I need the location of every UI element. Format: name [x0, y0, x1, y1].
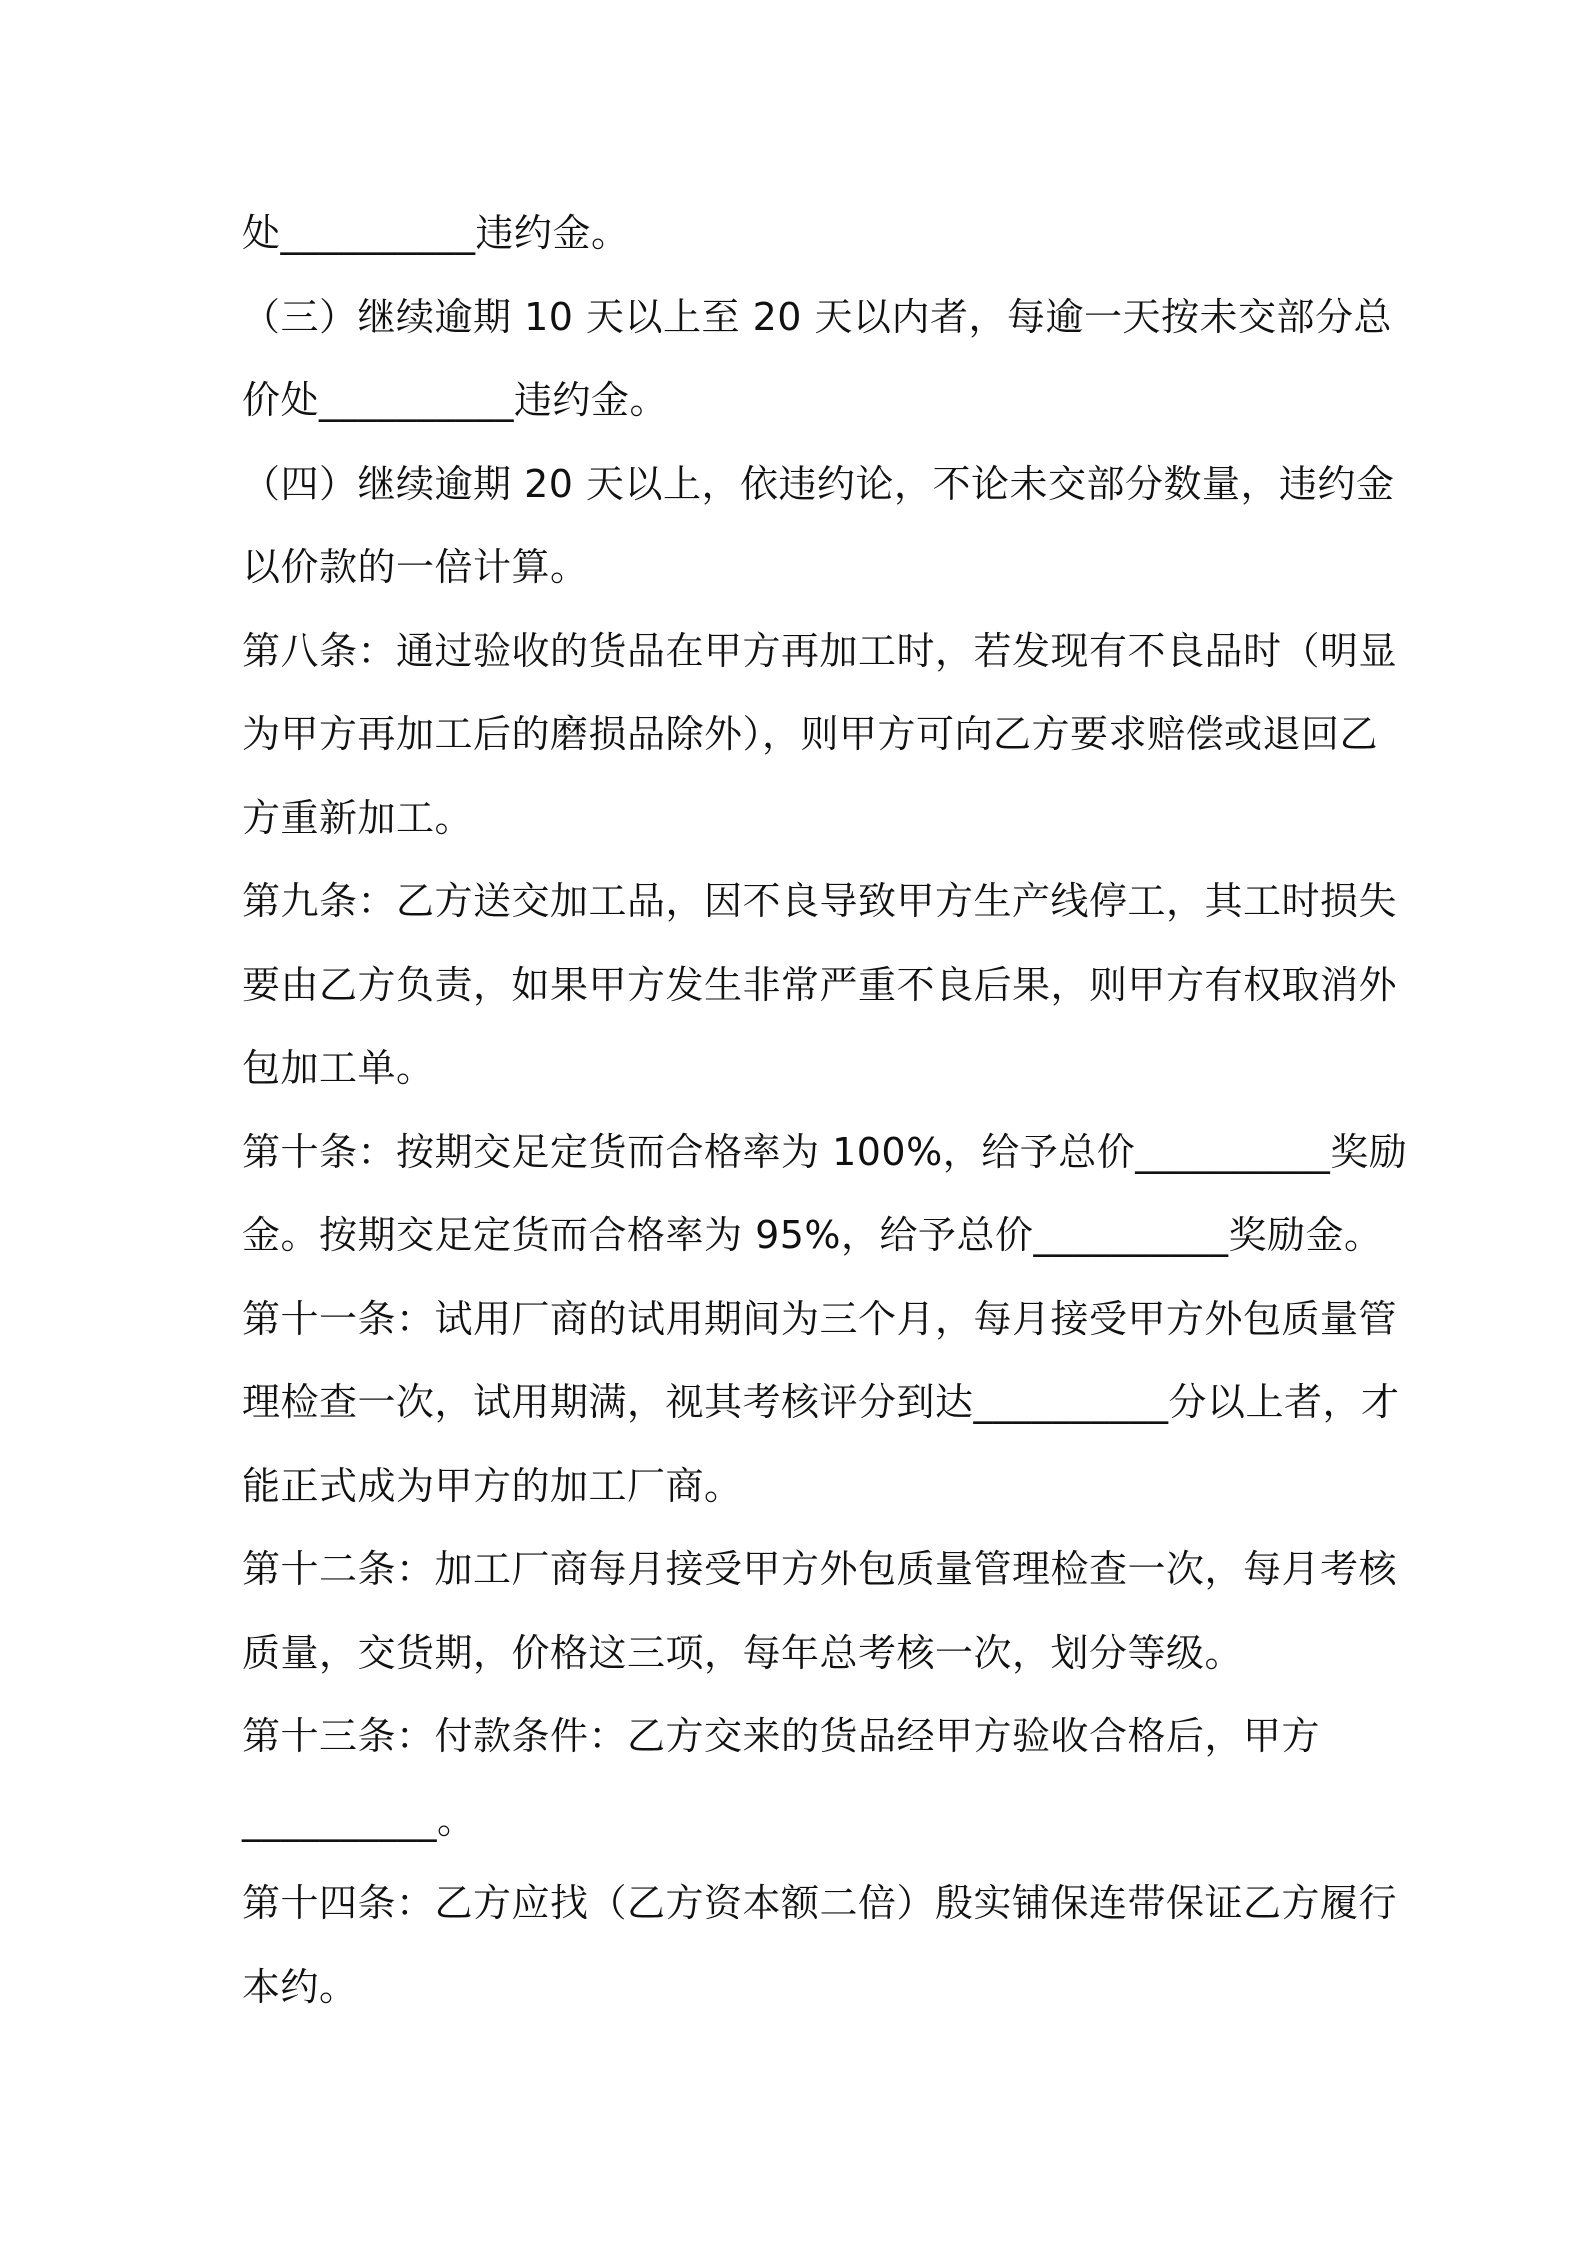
text-line: 方重新加工。 — [242, 795, 474, 840]
text-line: 金。按期交足定货而合格率为 95%，给予总价__________奖励金。 — [242, 1213, 1383, 1257]
text-line: 为甲方再加工后的磨损品除外），则甲方可向乙方要求赔偿或退回乙 — [242, 712, 1379, 756]
text-line: 本约。 — [242, 1964, 358, 2009]
text-line: 第十一条：试用厂商的试用期间为三个月，每月接受甲方外包质量管 — [242, 1296, 1398, 1341]
text-line: 第十条：按期交足定货而合格率为 100%，给予总价__________奖励 — [242, 1129, 1408, 1174]
text-line: 理检查一次，试用期满，视其考核评分到达__________分以上者，才 — [242, 1380, 1400, 1424]
contract-body — [242, 192, 1408, 2029]
text-line: 包加工单。 — [242, 1046, 435, 1090]
text-line: 第十四条：乙方应找（乙方资本额二倍）殷实铺保连带保证乙方履行 — [242, 1881, 1398, 1925]
text-line: 第十三条：付款条件：乙方交来的货品经甲方验收合格后，甲方 — [242, 1714, 1321, 1758]
text-line: （四）继续逾期 20 天以上，依违约论，不论未交部分数量，违约金 — [242, 461, 1395, 506]
text-line: 第八条：通过验收的货品在甲方再加工时，若发现有不良品时（明显 — [242, 628, 1398, 673]
text-line: 要由乙方负责，如果甲方发生非常严重不良后果，则甲方有权取消外 — [242, 962, 1398, 1007]
text-line: 处__________违约金。 — [242, 211, 630, 255]
text-line: 能正式成为甲方的加工厂商。 — [242, 1463, 743, 1508]
text-line: __________。 — [242, 1797, 476, 1842]
text-line: 以价款的一倍计算。 — [242, 545, 589, 589]
text-line: 价处__________违约金。 — [242, 378, 669, 422]
text-line: 质量，交货期，价格这三项，每年总考核一次，划分等级。 — [242, 1630, 1244, 1675]
text-line: （三）继续逾期 10 天以上至 20 天以内者，每逾一天按未交部分总 — [242, 294, 1393, 339]
text-line: 第九条：乙方送交加工品，因不良导致甲方生产线停工，其工时损失 — [242, 879, 1398, 923]
text-line: 第十二条：加工厂商每月接受甲方外包质量管理检查一次，每月考核 — [242, 1547, 1398, 1591]
